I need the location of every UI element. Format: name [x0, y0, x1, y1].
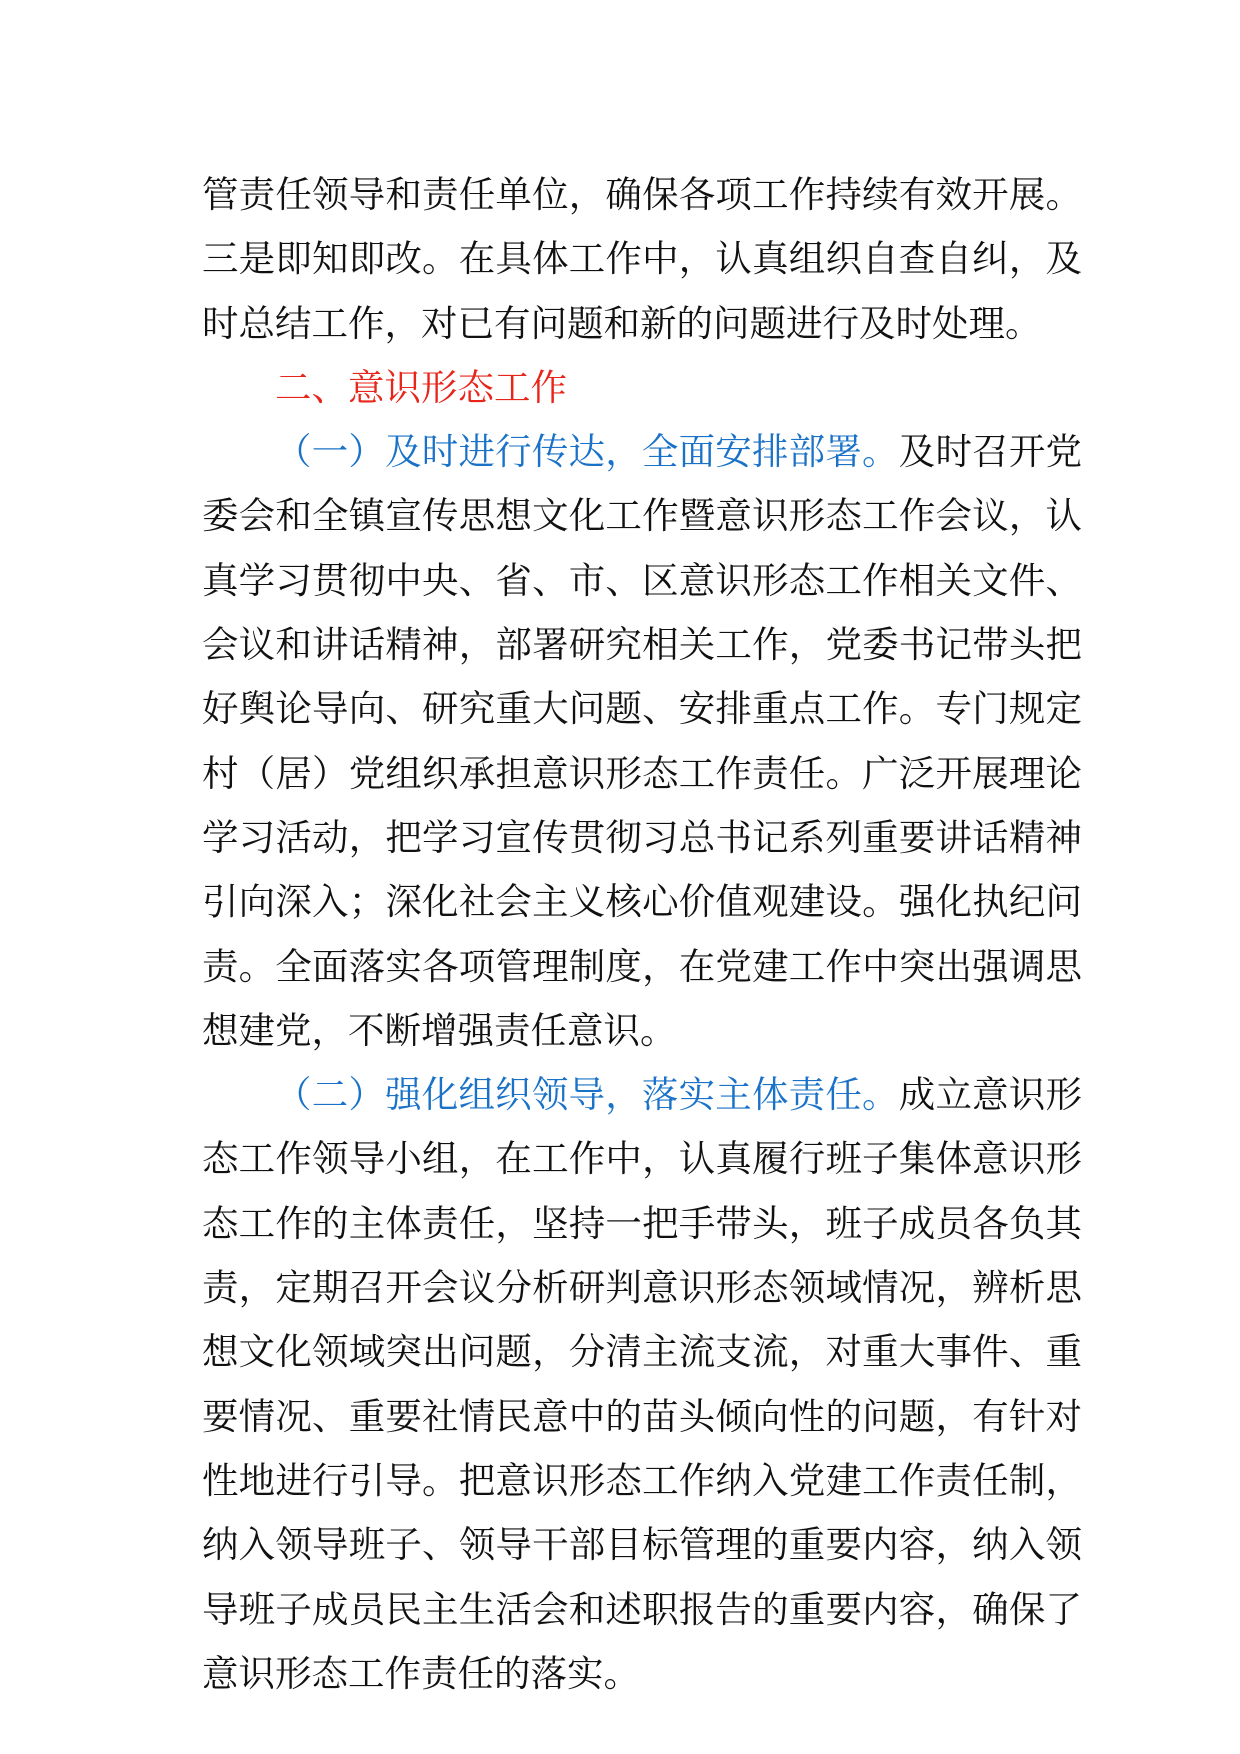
subsection-1-paragraph [202, 420, 1082, 1063]
subsection-2-paragraph [202, 1063, 1082, 1706]
subsection-2-body: 成立意识形态工作领导小组，在工作中，认真履行班子集体意识形态工作的主体责任，坚持一把手带头，班子成员各负其责，定期召开会议分析研判意识形态领域情况，辨析思想文化领域突出问题，分清主流支流，对重大事件、重要情况、重要社情民意中的苗头倾向性的问题，有针对性地进行引导。把意识形态工作纳入党建工作责任制，纳入领导班子、领导干部目标管理的重要内容，纳入领导班子成员民主生活会和述职报告的重要内容，确保了意识形态工作责任的落实。 [202, 1073, 1083, 1695]
subsection-1-body: 及时召开党委会和全镇宣传思想文化工作暨意识形态工作会议，认真学习贯彻中央、省、市、区意识形态工作相关文件、会议和讲话精神，部署研究相关工作，党委书记带头把好舆论导向、研究重大问题、安排重点工作。专门规定村（居）党组织承担意识形态工作责任。广泛开展理论学习活动，把学习宣传贯彻习总书记系列重要讲话精神引向深入；深化社会主义核心价值观建设。强化执纪问责。全面落实各项管理制度，在党建工作中突出强调思想建党，不断增强责任意识。 [202, 430, 1083, 1052]
subsection-1-heading: （一）及时进行传达，全面安排部署。 [275, 430, 899, 474]
section-heading-ideology-work: 二、意识形态工作 [275, 365, 567, 409]
paragraph-continuation: 管责任领导和责任单位，确保各项工作持续有效开展。三是即知即改。在具体工作中，认真组织自查自纠，及时总结工作，对已有问题和新的问题进行及时处理。 [202, 173, 1082, 345]
subsection-2-heading: （二）强化组织领导，落实主体责任。 [275, 1073, 899, 1117]
document-body [202, 163, 1082, 1706]
